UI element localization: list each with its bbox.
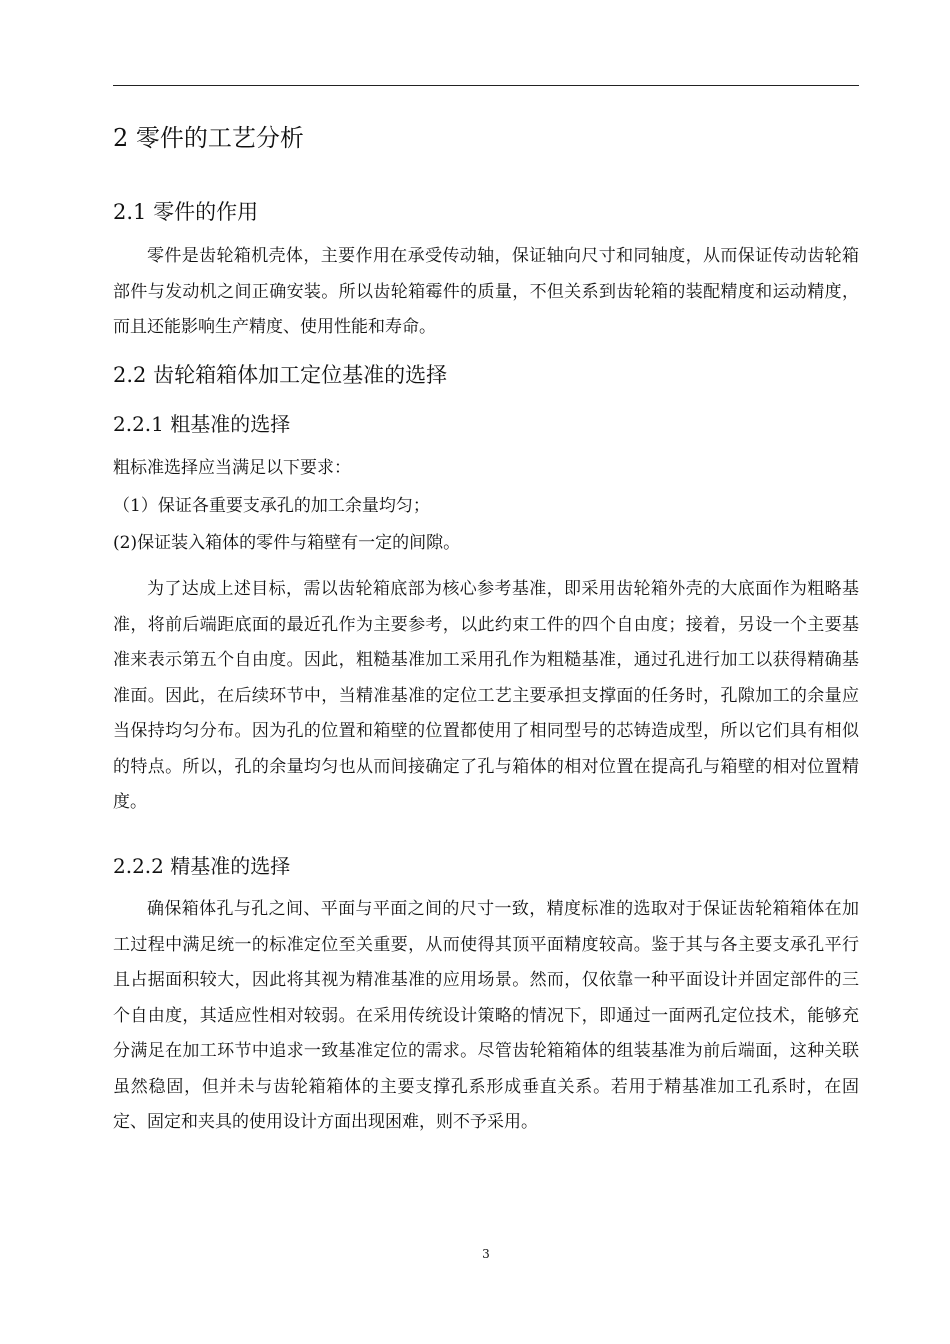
chapter-heading: 2 零件的工艺分析 <box>113 124 304 152</box>
criteria-intro: 粗标准选择应当满足以下要求： <box>113 458 351 478</box>
section-2-1-paragraph: 零件是齿轮箱机壳体，主要作用在承受传动轴，保证轴向尺寸和同轴度，从而保证传动齿轮箱部件与发动机之间正确安装。所以齿轮箱霉件的质量，不但关系到齿轮箱的装配精度和运动精度，而且还能影响生产精度、使用性能和寿命。 <box>113 246 859 337</box>
section-2-2-2-paragraph: 确保箱体孔与孔之间、平面与平面之间的尺寸一致，精度标准的选取对于保证齿轮箱箱体在加工过程中满足统一的标准定位至关重要，从而使得其顶平面精度较高。鉴于其与各主要支承孔平行且占据面积较大，因此将其视为精准基准的应用场景。然而，仅依靠一种平面设计并固定部件的三个自由度，其适应性相对较弱。在采用传统设计策略的情况下，即通过一面两孔定位技术，能够充分满足在加工环节中追求一致基准定位的需求。尽管齿轮箱箱体的组装基准为前后端面，这种关联虽然稳固，但并未与齿轮箱箱体的主要支撑孔系形成垂直关系。若用于精基准加工孔系时，在固定、固定和夹具的使用设计方面出现困难，则不予采用。 <box>113 899 859 1132</box>
criteria-item-1: （1）保证各重要支承孔的加工余量均匀； <box>113 496 430 516</box>
section-2-2-heading: 2.2 齿轮箱箱体加工定位基准的选择 <box>113 363 448 387</box>
criteria-item-2: (2)保证装入箱体的零件与箱壁有一定的间隙。 <box>113 533 461 553</box>
page-number: 3 <box>482 1247 490 1261</box>
section-2-1-heading: 2.1 零件的作用 <box>113 200 259 224</box>
section-2-2-1-heading: 2.2.1 粗基准的选择 <box>113 412 291 436</box>
section-2-2-2-heading: 2.2.2 精基准的选择 <box>113 854 291 878</box>
section-2-2-1-paragraph: 为了达成上述目标，需以齿轮箱底部为核心参考基准，即采用齿轮箱外壳的大底面作为粗略基准，将前后端距底面的最近孔作为主要参考，以此约束工件的四个自由度；接着，另设一个主要基准来表示第五个自由度。因此，粗糙基准加工采用孔作为粗糙基准，通过孔进行加工以获得精确基准面。因此，在后续环节中，当精准基准的定位工艺主要承担支撑面的任务时，孔隙加工的余量应当保持均匀分布。因为孔的位置和箱壁的位置都使用了相同型号的芯铸造成型，所以它们具有相似的特点。所以，孔的余量均匀也从而间接确定了孔与箱体的相对位置在提高孔与箱壁的相对位置精度。 <box>113 579 859 812</box>
header-rule <box>113 85 859 86</box>
